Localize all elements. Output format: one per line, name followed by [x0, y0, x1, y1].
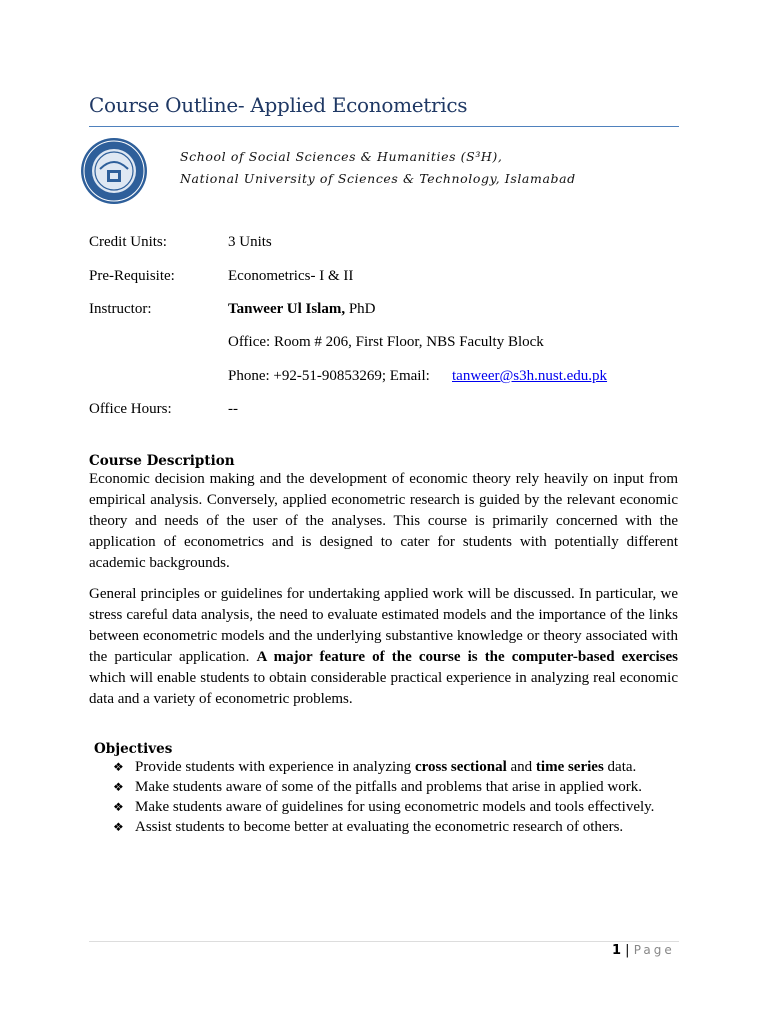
- office-location: Office: Room # 206, First Floor, NBS Faculty Block: [228, 334, 544, 350]
- description-paragraph-2: [89, 584, 678, 710]
- instructor-name: Tanweer Ul Islam,: [228, 301, 346, 317]
- description-paragraph-1: Economic decision making and the development of economic theory rely heavily on input from empirical analysis. Conversely, applied econometric research is guided by the relevant economic theory and needs of the user of the analyses. This course is primarily concerned with the application of econometrics and is designed to cater for students with potentially different academic backgrounds.: [89, 471, 678, 571]
- school-name: [180, 146, 576, 190]
- text: Make students aware of some of the pitfalls and problems that arise in applied work.: [135, 779, 642, 795]
- text: data.: [603, 759, 637, 775]
- separator: |: [621, 943, 634, 958]
- text: and: [506, 759, 536, 775]
- list-item: [113, 757, 654, 777]
- prerequisite-value: Econometrics- I & II: [228, 268, 354, 284]
- instructor-degree: PhD: [345, 301, 376, 317]
- instructor-value: [228, 301, 376, 318]
- credit-units-value: 3 Units: [228, 234, 272, 250]
- bold-text: time series: [535, 759, 604, 775]
- university-line: National University of Sciences & Technology, Islamabad: [180, 171, 576, 186]
- diamond-bullet-icon: ❖: [113, 820, 124, 834]
- document-title: Course Outline- Applied Econometrics: [89, 93, 468, 117]
- text: Make students aware of guidelines for using econometric models and tools effectively.: [135, 799, 655, 815]
- diamond-bullet-icon: ❖: [113, 780, 124, 794]
- prerequisite-label: Pre-Requisite:: [89, 268, 175, 284]
- text: which will enable students to obtain considerable practical experience in analyzing real economic data and a variety of econometric problems.: [89, 670, 678, 707]
- email-link[interactable]: tanweer@s3h.nust.edu.pk: [452, 368, 608, 384]
- text: General principles or guidelines for undertaking applied work will be discussed. In particular, we stress careful data analysis, the need to evaluate estimated models and the importance of the links between econometric models and the underlying substantive knowledge or theory associated with the particular application.: [89, 586, 678, 665]
- list-item: [113, 777, 654, 797]
- page-number: 1: [612, 943, 622, 958]
- office-hours-value: --: [228, 401, 238, 417]
- objectives-heading: Objectives: [94, 741, 173, 757]
- diamond-bullet-icon: ❖: [113, 760, 124, 774]
- bold-text: A major feature of the course is the computer-based exercises: [256, 649, 678, 665]
- page-word: Page: [633, 943, 675, 957]
- diamond-bullet-icon: ❖: [113, 800, 124, 814]
- text: Provide students with experience in analyzing: [135, 759, 415, 775]
- school-line: School of Social Sciences & Humanities (S³H),: [180, 149, 503, 164]
- text: Assist students to become better at evaluating the econometric research of others.: [135, 819, 624, 835]
- credit-units-label: Credit Units:: [89, 234, 167, 250]
- university-seal-logo: [80, 137, 148, 205]
- list-item: [113, 817, 654, 837]
- course-description-heading: Course Description: [89, 453, 235, 469]
- phone-text: Phone: +92-51-90853269; Email:: [228, 368, 430, 384]
- bold-text: cross sectional: [414, 759, 507, 775]
- instructor-label: Instructor:: [89, 301, 152, 317]
- page-footer: [612, 943, 675, 958]
- footer-rule: [89, 941, 679, 942]
- office-hours-label: Office Hours:: [89, 401, 172, 417]
- list-item: [113, 797, 654, 817]
- title-rule: [89, 126, 679, 127]
- objectives-list: [113, 757, 654, 837]
